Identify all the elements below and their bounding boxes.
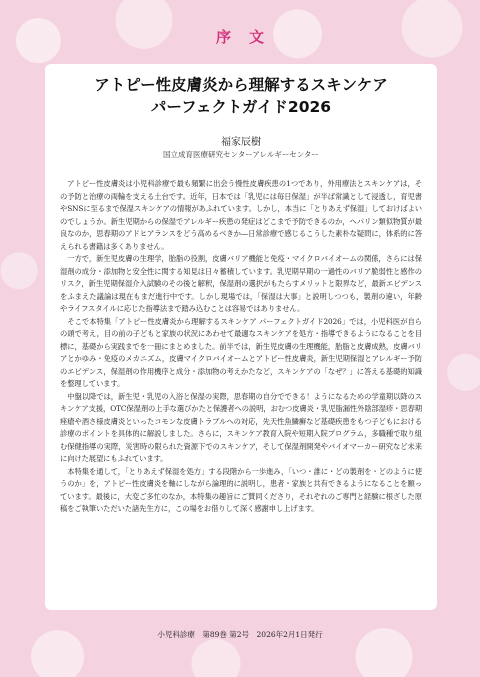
author-name: 福家辰樹 <box>221 137 261 148</box>
paragraph: 一方で，新生児皮膚の生理学，胎脂の役割，皮膚バリア機能と免疫・マイクロバイオームの関係，さらには保湿剤の成分・添加物と安全性に関する知見は日々蓄積しています。乳児期早期の一過性のバリア脆弱性と感作のリスク，新生児期保湿介入試験のその後と解釈，保湿剤の選択がもたらすメリットと限界など，最新エビデンスをふまえた議論は現在もまだ進行中です。しかし現場では，「保湿は大事」と説明しつつも，製剤の違い，年齢やライフスタイルに応じた指導法まで踏み込むことは容易ではありません。 <box>60 254 422 313</box>
article-title <box>45 74 437 118</box>
paragraph: 本特集を通して，「とりあえず保湿を処方」する段階から一歩進み，「いつ・誰に・どの製剤を・どのように使うのか」を，アトピー性皮膚炎を軸にしながら論理的に説明し，患者・家族と共有できるようになることを願っています。最後に，大変ご多忙のなか，本特集の趣旨にご賛同くださり，それぞれのご専門と経験に根ざした原稿をご執筆いただいた諸先生方に，この場をお借りして深く感謝申し上げます。 <box>60 466 422 513</box>
paragraph: アトピー性皮膚炎は小児科診療で最も頻繁に出会う慢性皮膚疾患の1つであり，外用療法とスキンケアは，その予防と治療の両輪を支える土台です。近年，日本では「乳児には毎日保湿」が半ば常識として浸透し，育児書やSNSに至るまで保湿スキンケアの情報があふれています。しかし，本当に「とりあえず保湿」しておけばよいのでしょうか。新生児期からの保湿でアレルギー疾患の発症はどこまで予防できるのか，ヘパリン類似物質が最良なのか，思春期のアドヒアランスをどう高めるべきか―日常診療で感じるこうした素朴な疑問に，体系的に答えられる書籍は多くありません。 <box>60 179 422 251</box>
title-line-2: パーフェクトガイド2026 <box>150 98 332 116</box>
author-affiliation: 国立成育医療研究センターアレルギーセンター <box>163 150 319 159</box>
preface-heading: 序文 <box>215 28 282 46</box>
title-line-1: アトピー性皮膚炎から理解するスキンケア <box>94 76 388 94</box>
paragraph: 中盤以降では，新生児・乳児の入浴と保湿の実際，思春期の自分でできる！ようになるための学童期以降のスキンケア支援，OTC保湿剤の上手な選びかたと保護者への説明，おむつ皮膚炎・乳児脂漏性外陰部湿疹・思春期痤瘡や酒さ様皮膚炎といったコモンな皮膚トラブルへの対応，先天性魚鱗癬など基礎疾患をもつ子どもにおける診療のポイントを具体的に解説しました。さらに，スキンケア教育入院や短期入院プログラム，多職種で取り組む保健指導の実際，災害時の限られた資源下でのスキンケア，そして保湿剤開発やバイオマーカー研究など未来に向けた展望にもふれています。 <box>60 391 422 463</box>
paragraph: そこで本特集「アトピー性皮膚炎から理解するスキンケア パーフェクトガイド2026」では，小児科医が自らの頭で考え，目の前の子どもと家族の状況にあわせて最適なスキンケアを処方・指導できるようになることを目標に，基礎から実践までを一冊にまとめました。前半では，新生児皮膚の生理機能，胎脂と皮膚成熟，皮膚バリアとかゆみ・免疫のメカニズム，皮膚マイクロバイオームとアトピー性皮膚炎，新生児期保湿とアレルギー予防のエビデンス，保湿剤の作用機序と成分・添加物の考えかたなど，スキンケアの「なぜ？」に答える基礎的知識を整理しています。 <box>60 316 422 388</box>
journal-footer: 小児科診療 第89巻 第2号 2026年2月1日発行 <box>157 630 323 639</box>
preface-body <box>60 178 422 516</box>
